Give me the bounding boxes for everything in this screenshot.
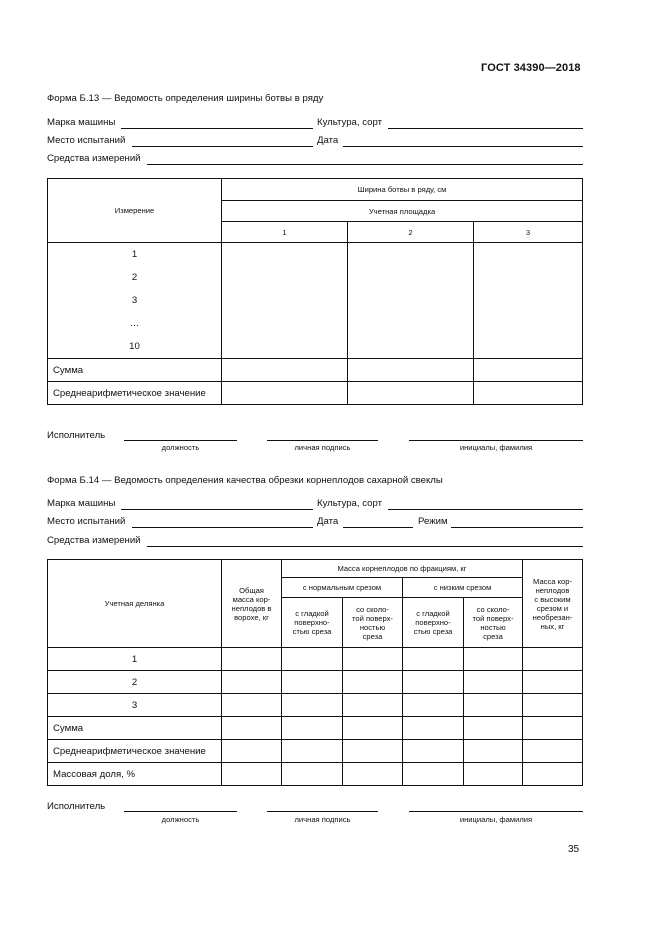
form14-instruments-field[interactable] <box>147 546 583 547</box>
form14-low-cut: с низким срезом <box>403 578 523 598</box>
form13-crop-field[interactable] <box>388 128 583 129</box>
form14-group-header: Масса корнеплодов по фракциям, кг <box>282 560 523 578</box>
form14-col-high: Масса кор- неплодов с высоким срезом и необрезан- ных, кг <box>523 560 583 648</box>
form13-cell[interactable] <box>348 382 474 405</box>
form14-place-field[interactable] <box>132 527 313 528</box>
form13-sign-caption: личная подпись <box>294 443 351 452</box>
form13-place-label: Место испытаний <box>47 135 126 146</box>
table-row: 10 <box>129 341 140 352</box>
form14-position-line[interactable] <box>124 811 237 812</box>
form14-normal-cut: с нормальным срезом <box>282 578 403 598</box>
form13-title: Форма Б.13 — Ведомость определения ширины ботвы в ряду <box>47 93 324 104</box>
form14-share-label: Массовая доля, % <box>48 763 222 786</box>
form13-plot-1: 1 <box>222 222 348 243</box>
form14-date-label: Дата <box>317 516 339 527</box>
table-row: 3 <box>48 694 222 717</box>
form13-name-caption: инициалы, фамилия <box>459 443 533 452</box>
form14-machine-label: Марка машины <box>47 498 116 509</box>
form13-col-measure: Измерение <box>48 179 222 243</box>
form14-instruments-label: Средства измерений <box>47 535 141 546</box>
form13-cell[interactable] <box>474 243 583 359</box>
form13-instruments-label: Средства измерений <box>47 153 141 164</box>
form14-machine-field[interactable] <box>121 509 313 510</box>
form13-subgroup-header: Учетная площадка <box>222 201 583 222</box>
form13-crop-label: Культура, сорт <box>317 117 382 128</box>
form14-mode-label: Режим <box>418 516 448 527</box>
form13-mean-label: Среднеарифметическое значение <box>48 382 222 405</box>
form14-crop-label: Культура, сорт <box>317 498 382 509</box>
table-row: 2 <box>48 671 222 694</box>
form14-name-line[interactable] <box>409 811 583 812</box>
page-number: 35 <box>568 844 580 855</box>
form14-mode-field[interactable] <box>451 527 583 528</box>
form13-cell[interactable] <box>222 359 348 382</box>
form14-col-total: Общая масса кор- неплодов в ворохе, кг <box>222 560 282 648</box>
form14-low-chipped: со сколо- той поверх- ностью среза <box>464 598 523 648</box>
form13-group-header: Ширина ботвы в ряду, см <box>222 179 583 201</box>
form13-date-label: Дата <box>317 135 339 146</box>
form14-date-field[interactable] <box>343 527 413 528</box>
form14-col-plot: Учетная делянка <box>48 560 222 648</box>
form13-cell[interactable] <box>474 382 583 405</box>
form14-table <box>47 559 583 786</box>
form14-title: Форма Б.14 — Ведомость определения качества обрезки корнеплодов сахарной свеклы <box>47 475 443 486</box>
form13-position-caption: должность <box>161 443 200 452</box>
table-row: 2 <box>131 272 138 283</box>
form14-normal-smooth: с гладкой поверхно- стью среза <box>282 598 343 648</box>
table-row: 1 <box>131 249 138 260</box>
form13-machine-field[interactable] <box>121 128 313 129</box>
table-row: … <box>129 318 140 329</box>
form14-low-smooth: с гладкой поверхно- стью среза <box>403 598 464 648</box>
form13-sum-label: Сумма <box>48 359 222 382</box>
form14-executor-label: Исполнитель <box>47 801 106 812</box>
form13-cell[interactable] <box>222 243 348 359</box>
form13-machine-label: Марка машины <box>47 117 116 128</box>
form14-normal-chipped: со сколо- той поверх- ностью среза <box>343 598 403 648</box>
form14-position-caption: должность <box>161 815 200 824</box>
form14-crop-field[interactable] <box>388 509 583 510</box>
form13-plot-2: 2 <box>348 222 474 243</box>
form14-sum-label: Сумма <box>48 717 222 740</box>
form14-mean-label: Среднеарифметическое значение <box>48 740 222 763</box>
form13-executor-label: Исполнитель <box>47 430 106 441</box>
form13-cell[interactable] <box>474 359 583 382</box>
table-row: 3 <box>131 295 138 306</box>
form13-plot-3: 3 <box>474 222 583 243</box>
form14-place-label: Место испытаний <box>47 516 126 527</box>
form13-sign-line[interactable] <box>267 440 378 441</box>
form13-cell[interactable] <box>348 359 474 382</box>
form14-sign-caption: личная подпись <box>294 815 351 824</box>
form13-position-line[interactable] <box>124 440 237 441</box>
table-row: 1 <box>48 648 222 671</box>
form13-rows-cell <box>48 243 222 359</box>
form13-date-field[interactable] <box>343 146 583 147</box>
form14-sign-line[interactable] <box>267 811 378 812</box>
form13-place-field[interactable] <box>132 146 313 147</box>
form13-name-line[interactable] <box>409 440 583 441</box>
standard-number: ГОСТ 34390—2018 <box>481 62 581 74</box>
form13-instruments-field[interactable] <box>147 164 583 165</box>
form13-table <box>47 178 583 405</box>
form13-cell[interactable] <box>222 382 348 405</box>
form14-name-caption: инициалы, фамилия <box>459 815 533 824</box>
form13-cell[interactable] <box>348 243 474 359</box>
